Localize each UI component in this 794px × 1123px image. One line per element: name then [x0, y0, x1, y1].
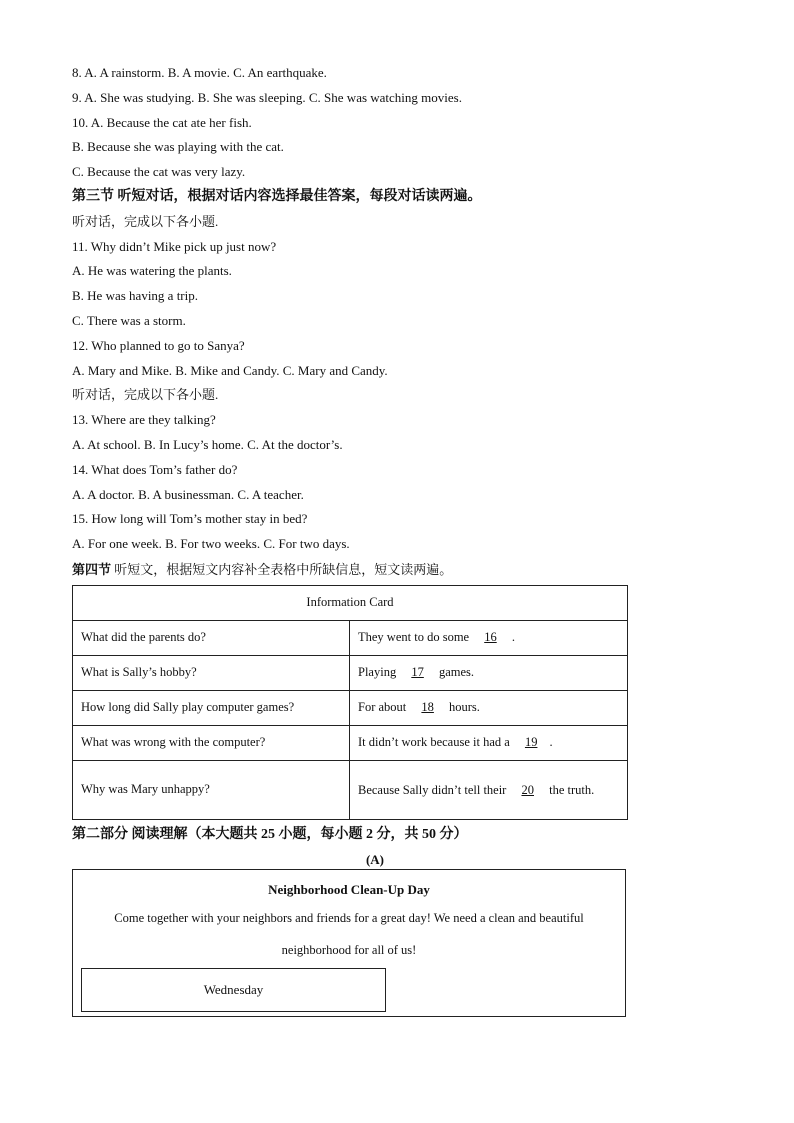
table-answer: Because Sally didn’t tell their 20 the truth. — [350, 760, 628, 819]
notice-title: Neighborhood Clean-Up Day — [268, 882, 430, 897]
table-row — [73, 690, 628, 725]
section3-title: 第三节 听短对话，根据对话内容选择最佳答案，每段对话读两遍。 — [72, 188, 482, 204]
table-question: What is Sally’s hobby? — [73, 655, 350, 690]
section4-instruction: 听短文，根据短文内容补全表格中所缺信息，短文读两遍。 — [111, 561, 453, 577]
table-answer: It didn’t work because it had a 19 . — [350, 725, 628, 760]
q11-option-a: A. He was watering the plants. — [72, 263, 232, 279]
answer-blank-17[interactable]: 17 — [411, 665, 424, 680]
q12-options: A. Mary and Mike. B. Mike and Candy. C. Mary and Candy. — [72, 362, 388, 378]
table-answer: Playing 17 games. — [350, 655, 628, 690]
notice-box — [72, 869, 626, 1017]
table-answer: They went to do some 16 . — [350, 620, 628, 655]
q10-option-b: B. Because she was playing with the cat. — [72, 139, 284, 155]
instruction-line: 听对话，完成以下各小题. — [72, 387, 219, 403]
q15-options: A. For one week. B. For two weeks. C. For two days. — [72, 536, 350, 552]
instruction-line: 听对话，完成以下各小题. — [72, 213, 219, 229]
passage-label: (A) — [365, 851, 385, 867]
section4-title — [72, 559, 628, 583]
q11-option-b: B. He was having a trip. — [72, 288, 199, 304]
q12-question: 12. Who planned to go to Sanya? — [72, 337, 245, 353]
notice-intro: Come together with your neighbors and friends for a great day! We need a clean and beautiful neighborhood for all of us! — [114, 911, 584, 957]
q10-option-a: 10. A. Because the cat ate her fish. — [72, 114, 252, 130]
table-question: What was wrong with the computer? — [73, 725, 350, 760]
q11-question: 11. Why didn’t Mike pick up just now? — [72, 238, 277, 254]
q13-question: 13. Where are they talking? — [72, 412, 216, 428]
q9-options: 9. A. She was studying. B. She was sleeping. C. She was watching movies. — [72, 89, 462, 105]
answer-blank-20[interactable]: 20 — [521, 782, 534, 797]
table-question: How long did Sally play computer games? — [73, 690, 350, 725]
exam-page — [72, 63, 628, 874]
table-row — [73, 655, 628, 690]
q14-options: A. A doctor. B. A businessman. C. A teacher. — [72, 486, 304, 502]
table-row — [73, 760, 628, 819]
part2-title: 第二部分 阅读理解（本大题共 25 小题，每小题 2 分，共 50 分） — [72, 826, 468, 842]
q10-option-c: C. Because the cat was very lazy. — [72, 164, 246, 180]
q11-option-c: C. There was a storm. — [72, 312, 186, 328]
answer-blank-19[interactable]: 19 — [524, 735, 538, 750]
schedule-day-cell: Wednesday — [81, 968, 386, 1012]
table-row — [73, 620, 628, 655]
table-question: What did the parents do? — [73, 620, 350, 655]
answer-blank-18[interactable]: 18 — [421, 700, 434, 715]
q8-options: 8. A. A rainstorm. B. A movie. C. An earthquake. — [72, 65, 327, 80]
q15-question: 15. How long will Tom’s mother stay in bed? — [72, 511, 308, 527]
table-answer: For about 18 hours. — [350, 690, 628, 725]
q13-options: A. At school. B. In Lucy’s home. C. At the doctor’s. — [72, 436, 343, 452]
section4-label: 第四节 — [72, 561, 112, 577]
table-row — [73, 725, 628, 760]
table-question: Why was Mary unhappy? — [73, 760, 350, 819]
information-card-table — [72, 585, 628, 820]
answer-blank-16[interactable]: 16 — [484, 630, 497, 645]
q14-question: 14. What does Tom’s father do? — [72, 461, 238, 477]
table-header: Information Card — [73, 585, 628, 620]
